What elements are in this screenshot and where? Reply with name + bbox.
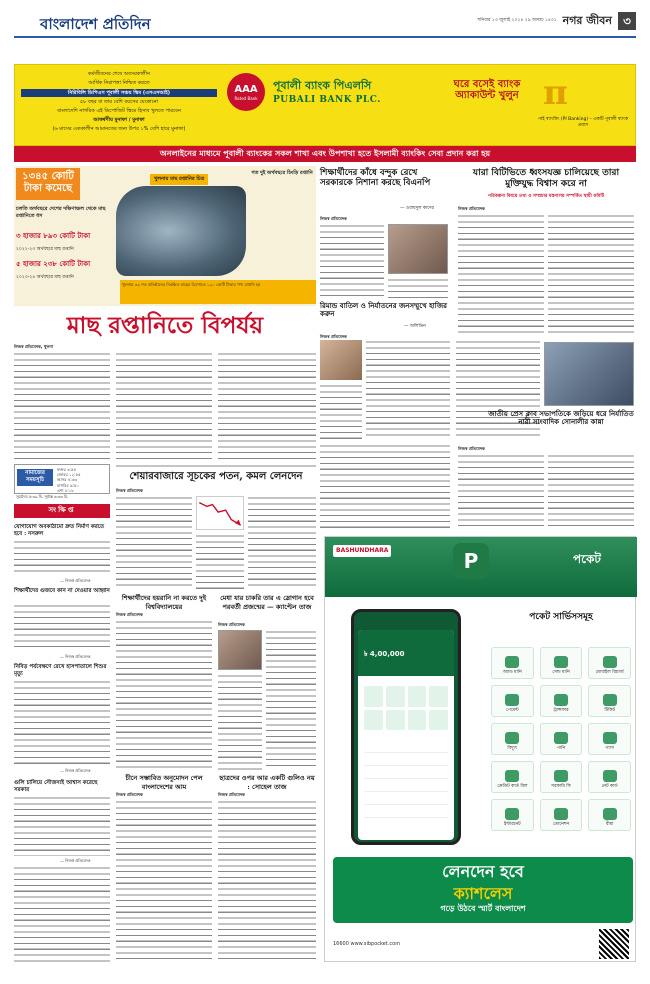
header-divider [14,36,636,38]
person-photo [320,340,362,380]
header-right [478,12,636,30]
story-byline: নিজস্ব প্রতিবেদক [218,622,245,627]
pi-banking-icon: π [543,73,568,113]
bashundhara-logo: BASHUNDHARA [333,545,391,557]
cashless-banner [333,857,633,923]
story-body [248,496,316,590]
service-item[interactable]: বীমা [588,799,631,831]
story-headline[interactable]: জাতীয় প্রেস ক্লাব সভাপতিকে জড়িয়ে ধরে নির্যাতিত নারী সাংবাদিক সোনালীর কান্না [488,409,634,427]
app-icon [408,686,427,707]
captain-taj-photo [218,630,262,670]
stat-item [16,260,116,282]
app-icon [429,710,448,731]
lead-byline: নিজস্ব প্রতিবেদক, খুলনা [14,344,53,349]
ad-line: আর্থিক নিরাপত্তা নিশ্চিত করতে [88,79,150,86]
fish-caption: খুলনায় ৩২ শত প্রতিষ্ঠানের নিবন্ধিত মাছের ডিপোতে ১২০ কোটি টাকার পণ্য রপ্তানি হয় [120,280,316,304]
services-title: পকেট সার্ভিসসমূহ [529,612,593,622]
story-byline: নিজস্ব প্রতিবেদক [116,488,143,493]
story-body [320,224,384,298]
story-headline[interactable]: শিক্ষার্থীদের কাঁধে বন্দুক রেখে সরকারকে নিশানা করছে বিএনপি [320,168,431,189]
story-headline[interactable]: রিমান্ড বাতিল ও নির্যাতনের জনসম্মুখে হাজির করুন [320,301,447,319]
story-body [458,454,544,530]
fish-intro: চলতি অর্থবছরে দেশের দক্ষিণাঞ্চল থেকে মাছ রপ্তানিতে ধস [16,206,106,219]
ad-line: বাংলাদেশি নাগরিক এই ডিপোজিট স্কিমে হিসাব খুলতে পারবেন [57,108,181,114]
pocket-footer-text: 16600 www.sibpocket.com [333,940,401,947]
story-body [266,630,316,770]
ad-slogan: ঘরে বসেই ব্যাংক অ্যাকাউন্ট খুলুন [453,79,521,101]
newspaper-logo[interactable]: বাংলাদেশ প্রতিদিন [40,15,151,33]
service-item[interactable]: ট্রান্সফার [540,685,583,717]
story-headline[interactable]: শেয়ারবাজারে সূচকের পতন, কমল লেনদেন [129,471,303,482]
islamic-banking-strip: অনলাইনের মাধ্যমে পূবালী ব্যাংকের সকল শাখা এবং উপশাখা হতে ইসলামী ব্যাংকিং সেবা প্রদান করা হয় [14,146,636,162]
story-body [218,800,316,962]
service-item[interactable]: অ্যাড মানি [491,647,534,679]
app-icon [429,686,448,707]
bank-name-en: PUBALI BANK PLC. [273,94,381,105]
service-item[interactable]: টিকিট [588,685,631,717]
app-icon [386,686,405,707]
stat-label: ২০২২-২৩ অর্থবছরে মাছ রপ্তানি [16,247,74,253]
service-item[interactable]: নেট কার্ড [588,761,631,793]
cashless-line-1: লেনদেন হবে [442,862,524,881]
transaction-list [364,740,448,830]
lead-body-col1 [14,352,110,460]
phone-mockup [351,609,461,845]
prayer-time: মাগরিব ৬:৫০ [57,482,79,488]
pubali-bank-ad[interactable] [14,64,636,146]
journalist-photo [544,342,634,406]
briefs-label: সংক্ষিপ্ত [14,504,110,518]
ad-line: (৬ মাসের এককালীন আমানতের জন্য উপর ১% বেশি হারে মুনাফা) [52,125,186,132]
ad-line: ৫৮ বছর বা তার বেশি বয়সের যেকোনো [79,99,159,106]
qr-code-icon[interactable] [599,929,629,959]
story-byline: নিজস্ব প্রতিবেদক [458,206,485,211]
story-headline[interactable]: শিক্ষার্থীদের হয়রানি না করতে দুই বিশ্ববিদ্যালয়ের [121,594,207,611]
brief-body [14,680,110,766]
ad-copy [21,71,217,134]
service-item[interactable]: মোবাইল রিচার্জ [588,647,631,679]
pocket-ad[interactable] [324,536,636,962]
story-byline: নিজস্ব প্রতিবেদক [320,334,347,339]
app-icon-grid [364,686,448,730]
prayer-list [57,467,81,493]
story-byline: নিজস্ব প্রতিবেদক [116,612,143,617]
issue-date: শনিবার ১৩ জুলাই ২০২৪ ২৯ আষাঢ় ১৪৩১ [477,17,557,23]
story-body [548,214,634,334]
stat-value: ৫ হাজার ২৩৮ কোটি টাকা [16,259,91,268]
lead-body-col2 [116,352,212,460]
app-icon [364,710,383,731]
pi-banking-text: পাই ব্যাংকিং (PI Banking) – একটি পূবালী ব্যাংক প্রয়াস [537,117,629,129]
app-icon [408,710,427,731]
story-body [196,534,244,590]
phone-screen [358,630,454,840]
stat-item [16,232,116,254]
page-number: ৩ [618,12,636,30]
story-body [388,278,448,298]
services-grid [491,647,631,831]
story-body [116,496,192,590]
brief-byline: — নিজস্ব প্রতিবেদক [60,578,91,583]
pubali-logo [273,79,381,106]
service-item[interactable]: সেন্ড মানি [540,647,583,679]
app-icon [364,686,383,707]
brief-body [14,796,110,856]
cashless-line-2: ক্যাশলেস [453,883,513,903]
fish-graphic-label: খুলনায় মাছ রপ্তানির চিত্র [150,174,208,185]
sunrise: সূর্যোদয় ৫:৩৯ মি. [16,494,44,499]
story-body [116,620,212,770]
story-byline: নিজস্ব প্রতিবেদক [116,792,143,797]
stock-decline-chart [196,496,244,530]
prayer-title: নামাজের সময়সূচি [17,469,53,486]
pocket-ad-footer [333,933,629,955]
brief-title[interactable]: শিক্ষার্থীদের গুজবে কান না দেওয়ার আহ্বান [14,588,110,594]
story-body [320,384,362,440]
service-item[interactable]: ক্রেডিট কার্ড বিল [491,761,534,793]
brief-body [14,604,110,652]
section-title: নগর জীবন [562,13,612,27]
brief-title[interactable]: গুলি চালিয়ে সৌজন্যই আশ্বাস করেছে সরকার [14,780,98,794]
story-body [320,444,450,530]
ad-line: নিরিবিলি ডিপিএস পূবালী সঞ্চয় স্কিম (এসএসআই) [21,89,217,98]
brief-byline: — নিজস্ব প্রতিবেদক [60,858,91,863]
story-body [458,214,544,334]
lead-body-col3 [218,352,316,460]
ad-line: কর্মজীবনের শেষে অবসরকালীন [88,71,150,77]
story-headline[interactable]: মেধা যার চাকরি তার এ স্লোগান হবে পরবর্তী প্রজন্মের — ক্যাপ্টেন তাজ [220,594,314,611]
aaa-text: AAA [234,83,258,95]
sun-times [16,494,68,499]
stat-value: ৩ হাজার ৮৯৩ কোটি টাকা [16,232,91,240]
story-quote: — অলিভিন [404,324,426,329]
story-subhead: পরিকল্পনা বিষয়ে তথ্য ও সম্প্রচার মন্ত্রণালয় সম্পর্কিত স্থায়ী কমিটি [487,194,605,199]
story-byline: নিজস্ব প্রতিবেদক [458,446,485,451]
fish-stats [16,232,116,287]
story-body [14,866,110,962]
bank-name-bn: পূবালী ব্যাংক পিএলসি [273,79,372,92]
prayer-time: এশা ৮:১৮ [57,487,74,493]
service-item[interactable]: পানি [540,723,583,755]
fish-side-note: গত দুই অর্থবছরে চিংড়ি রপ্তানি [251,170,313,176]
app-icon [386,710,405,731]
brief-title[interactable]: নিবিড় পর্যবেক্ষণে রেখে হাসপাতালে শিশুর মৃত্যু [14,664,107,678]
rated-bank-text: Rated Bank [234,96,258,102]
aaa-badge [227,73,265,111]
service-item[interactable]: পেমেন্ট [491,685,534,717]
brief-body [14,540,110,576]
story-headline[interactable]: ছাত্রদের ওপর আর একটি গুলিও নয় : সোহেল তাজ [219,774,315,791]
service-item[interactable]: ইন্টারনেট [491,799,534,831]
lead-headline[interactable]: মাছ রপ্তানিতে বিপর্যয় [66,312,264,339]
sunset: সূর্যাস্ত ৬:৩৩ মি. [44,494,69,499]
cashless-line-3: গড়ে উঠবে স্মার্ট বাংলাদেশ [440,904,526,914]
fish-photo [116,186,246,276]
prayer-time: ফজর ৩:৫৫ [57,467,77,472]
story-quote: — ওবায়দুল কাদের [400,206,434,211]
service-item[interactable]: গ্যাস [588,723,631,755]
service-item[interactable]: সরকারি ফি [540,761,583,793]
service-item[interactable]: বিদ্যুৎ [491,723,534,755]
service-item[interactable]: ডোনেশন [540,799,583,831]
brief-byline: — নিজস্ব প্রতিবেদক [60,768,91,773]
prayer-time: জোহর ১২:৫৫ [57,472,81,478]
story-headline[interactable]: চীনে সম্ভাবিত অনুমোদন পেল বাংলাদেশের আম [125,774,203,791]
minister-photo [388,224,448,274]
stat-label: ২০২৩-২৪ অর্থবছরে মাছ রপ্তানি [16,274,74,280]
prayer-times-box [14,464,110,494]
prayer-time: আসর ৪:৩৩ [57,477,77,483]
story-headline[interactable]: যারা বিটিভিতে ধ্বংসযজ্ঞ চালিয়েছে তারা মুক্তিযুদ্ধ বিশ্বাস করে না [472,168,620,189]
story-body [116,800,212,962]
story-body [548,454,634,530]
story-byline: নিজস্ব প্রতিবেদক [320,216,347,221]
balance-amount: ৳ 4,00,000 [364,650,405,658]
pocket-logo-icon: P [453,543,489,579]
brief-byline: — নিজস্ব প্রতিবেদক [60,654,91,659]
ad-line: আকর্ষণীয় মুনাফা / মুনাফা [93,116,145,123]
story-byline: নিজস্ব প্রতিবেদক [218,792,245,797]
brief-title[interactable]: যোগাযোগ অবকাঠামো দ্রুত নির্মাণ করতে হবে : নসরুল [14,524,105,538]
story-body [366,340,450,440]
pocket-brand: পকেট [573,552,601,566]
decline-badge: ১৩৪৫ কোটি টাকা কমেছে [16,168,80,200]
story-body [218,674,262,770]
